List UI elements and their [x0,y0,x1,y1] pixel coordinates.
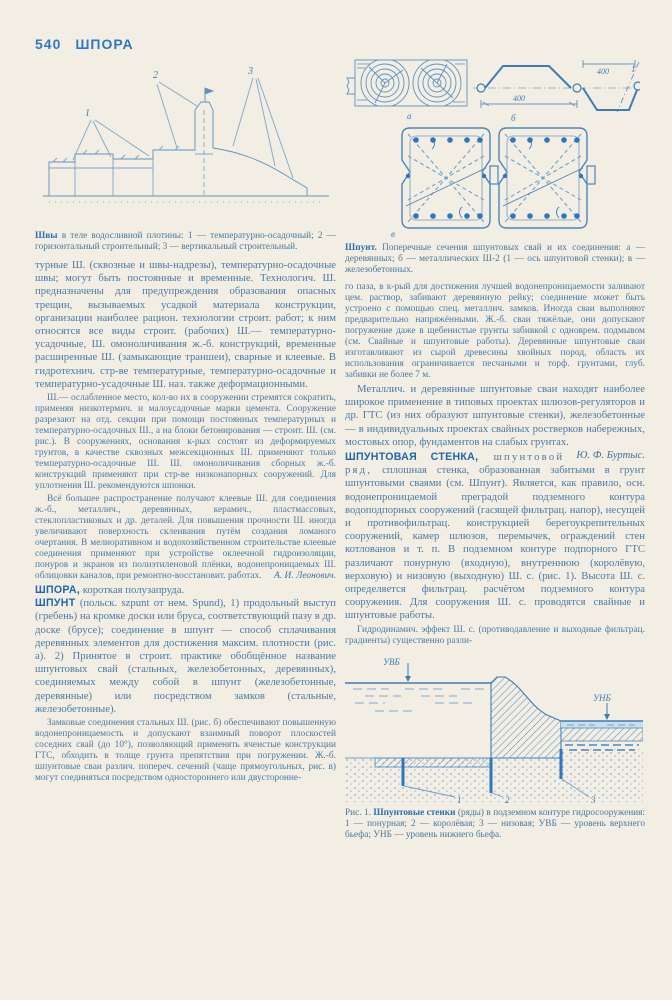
entry-text: сплошная стенка, образованная забитыми в грунт шпунтовыми сваями (см. Шпунт). Является, как правило, осн. водонепроницаемой преградой подземного контура водоподпорных сооружений (гасящей фильтрац. напор), несущей и противофильтрац. конструкцией берегоукрепительных сооружений, камер шлюзов, перемычек, ограждений стен котлованов и т. п. В подземном контуре подпорного ГТС различают понурную (входную), внутреннюю (королёвую, верховую) и низовую (выходную) Ш. с. (рис. 1). Высота Ш. с. определяется фильтрац. расчётом подземного контура сооружения. Для сооружения Ш. с. проводятся свайные и шпунтовые работы. [345,464,645,622]
entry-term: ШПОРА, [35,584,81,597]
caption-text: (ряды) в подземном контуре гидросооружения: 1 — понурная; 2 — королёвая; 3 — низовая; УВБ — уровень верхнего бьефа; УНБ — уровень нижнего бьефа. [345,807,646,840]
caption-lead: Шпунтовые стенки [373,807,456,818]
seam-label-2: 2 [153,70,158,81]
right-column [345,58,645,847]
entry-spaced-synonym: шпунтовой ряд, [345,451,565,477]
pile-label-1: 1 [457,794,462,805]
paragraph-seams-small-2 [35,494,336,582]
subfig-label-b: б [511,113,516,123]
unb-label: УНБ [593,692,611,703]
caption-text: Поперечные сечения шпунтовых свай и их соединения: а — деревянных; б — металлических Ш-2 (1 — ось шпунтовой стенки); в — железобетонных. [345,243,645,275]
figure-walls-caption [345,808,645,841]
paragraph-wall-small: Гидродинамич. эффект Ш. с. (противодавление и выходные фильтрац. градиенты) существенно разли- [345,624,645,646]
page-number: 540 [35,36,62,52]
author-signature: А. И. Леонович. [274,571,336,582]
caption-lead: Швы [35,231,58,241]
axis-label-1: 1 [631,64,636,74]
subfig-label-v: в [391,229,395,239]
running-title: ШПОРА [75,36,134,52]
figure-dam-seams-caption [35,231,336,253]
entry-shpunt [35,597,336,716]
paragraph-shpunt-small: Замковые соединения стальных Ш. (рис. б) обеспечивают повышенную водонепроницаемость и допускают взаимный поворот плоскостей соседних свай (до 10°), позволяющий применять ячеистые конструкции ГТС, обходить в толще грунта препятствия при погружении. Ж.-б. шпунтовые сваи различ. попереч. сечений (чаще прямоугольных, рис. в) могут соединяться посредством одностороннего или двусторонне- [35,718,336,784]
sheet-pile-walls-drawing [345,653,643,805]
subfig-label-a: а [407,111,412,121]
dam-seams-drawing [35,58,336,228]
figure-dam-seams [35,58,336,253]
figure-sheet-pile-walls [345,653,645,841]
pile-label-2: 2 [505,794,510,805]
paragraph-text: Всё большее распространение получают клеевые Ш. для соединения ж.-б., металлич., деревянных, керамич., пластмассовых, стеклопластиковых и др. деталей. Для повышения прочности Ш. иногда увеличивают поверхность склеивания путём создания ломаного очертания. В мелиоративном и водохозяйственном строительстве клеевые соединения применяют при устройстве оклеечной гидроизоляции, понуров и экранов из полиэтиленовой плёнки, водонепроницаемых Ш. облицовки каналов, при ремонтно-восстановит. работах. [35,494,336,582]
caption-text: в теле водосливной плотины: 1 — температурно-осадочный; 2 — горизонтальный строительный; 3 — вертикальный строительный. [35,231,336,252]
entry-term: ШПУНТОВАЯ СТЕНКА, [345,451,479,464]
left-column [35,58,336,784]
dim-400-upper: 400 [597,67,609,76]
seam-label-3: 3 [248,66,253,77]
paragraph-seams-continued: турные Ш. (сквозные и швы-надрезы), температурно-осадочные швы; могут быть постоянные и временные. Технологич. Ш. предназначены для предупреждения образования опасных трещин, вызываемых усадкой материала конструкции, организации наиболее рацион. технологии строит. работ; к ним относятся все виды строит. (рабочих) Ш.— температурно-усадочные, Ш. омоноличивания ж.-б. конструкций, временные расширенные Ш. (замыкающие траншеи), сварные и клеевые. В гидротехнич. стр-ве температурные, температурно-осадочные и температурно-усадочные Ш. наз. также деформационными. [35,259,336,390]
seam-label-1: 1 [85,108,90,119]
paragraph-shpunt-continued: го паза, в к-рый для достижения лучшей водонепроницаемости заливают цем. раствор, забивают деревянную рейку; соединение может быть устроено с помощью спец. металлич. замков. Иногда сваи выполняют предварительно напряжёнными. Ж.-б. сваи тяжёлые, они допускают погружение даже в щебенистые грунты забивкой с одноврем. подмывом (см. Свайные и шпунтовые работы). Деревянные шпунтовые сваи изготавливают из сырой древесины хвойных пород, область их использования ограничивается песчаными и торф. грунтами, глуб. забивки не более 7 м. [345,282,645,380]
two-column-layout [35,58,645,847]
uvb-label: УВБ [383,656,400,667]
concrete-sections [402,128,595,228]
dim-400-lower: 400 [513,94,525,103]
figure-shpunt-caption [345,243,645,276]
entry-shpora [35,584,336,597]
pile-label-3: 3 [591,794,596,805]
entry-text: короткая полузапруда. [80,584,185,597]
shpunt-sections-drawing [345,58,640,240]
paragraph-text: Металлич. и деревянные шпунтовые сваи находят наиболее широкое применение в типовых проектах шлюзов-регуляторов и др. ГТС (из них образуют шпунтовые стенки), железобетонные — в индивидуальных проектах свайных ростверков набережных, мостовых опор, фундаментов на слабых грунтах. [345,383,645,448]
caption-lead: Шпунт. [345,243,377,253]
author-signature: Ю. Ф. Буртыс. [576,449,645,462]
entry-shpuntovaya-stenka [345,451,645,623]
entry-term: ШПУНТ [35,597,76,610]
paragraph-seams-small-1: Ш.— ослабленное место, кол-во их в сооружении стремятся сократить, применяя низкотермич. и малоусадочные марки цемента. Сооружение разрезают на отд. секции при помощи постоянных температурных и температурно-осадочных Ш., а на блоки бетонирования — строит. Ш. (см. рис.). В сооружениях, основания к-рых состоят из деформируемых грунтов, в качестве сквозных межсекционных Ш. применяют только температурно-осадочные Ш. Ш. омоноличивания сборных ж.-б. конструкций применяют при стр-ве низконапорных сооружений. Для уплотнения Ш. рекомендуются шпонки. [35,393,336,492]
entry-text: (польск. szpunt от нем. Spund), 1) продольный выступ (гребень) на кромке доски или бруса, соответствующий пазу в др. доске (брусе); соединение в шпунт — способ сплачивания деревянных элементов для достижения максим. плотности (рис. а). 2) Принятое в строит. практике обобщённое название шпунтовых свай (стальных, железобетонных, деревянных), соединяемых между собой в шпунт (железобетонные, деревянные) или посредством замков (стальные, железобетонные). [35,597,336,715]
figure-shpunt-sections [345,58,645,276]
caption-prefix: Рис. 1. [345,807,374,818]
page-header [35,36,645,52]
